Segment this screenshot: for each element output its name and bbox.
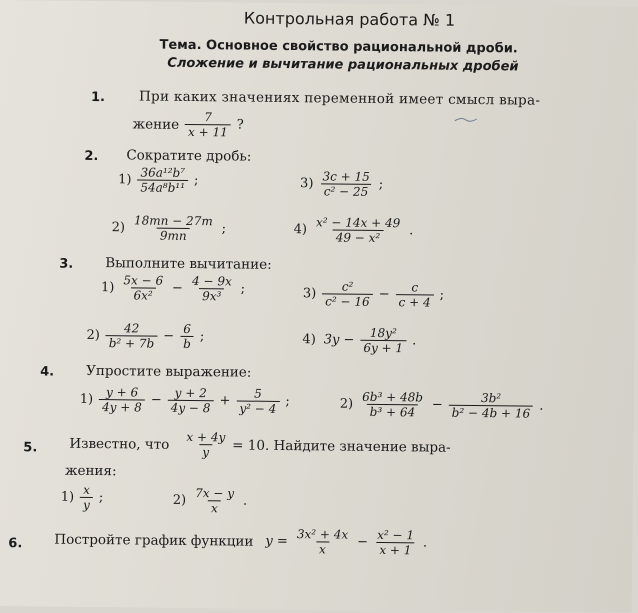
task-2-text: Сократите дробь:: [126, 147, 252, 165]
denominator: c² − 25: [321, 183, 372, 199]
expression-prefix: y =: [265, 533, 288, 550]
denominator: c² − 16: [322, 293, 373, 309]
task-3-item-2: [86, 321, 208, 351]
denominator: 9x³: [199, 288, 224, 303]
operator: −: [378, 286, 390, 303]
operator: −: [171, 280, 184, 296]
denominator: 9mn: [157, 228, 190, 243]
numerator: x² − 14x + 49: [315, 215, 401, 231]
item-label: 2): [339, 396, 354, 412]
task-2-item-4: [293, 215, 417, 245]
denominator: 49 − x²: [333, 229, 384, 245]
denominator: y: [80, 497, 93, 512]
item-label: 4): [302, 332, 316, 348]
fraction: [120, 273, 166, 302]
numerator: 18mn − 27m: [133, 213, 213, 229]
task-6-line: [54, 525, 431, 558]
denominator: 4y − 8: [168, 400, 214, 415]
operator: −: [431, 397, 443, 413]
task-4-text: Упростите выражение:: [86, 362, 252, 381]
fraction: [322, 279, 373, 309]
task-6-text: Постройте график функции: [54, 531, 254, 550]
task-5-item-1: [61, 483, 108, 512]
numerator: y + 6: [105, 385, 139, 400]
punctuation: ;: [221, 221, 227, 237]
task-3-item-1: [101, 273, 249, 304]
task-4-item-2: [340, 390, 548, 421]
task-1-text: При каких значениях переменной имеет смысл выра-: [138, 88, 541, 109]
task-3-item-4: [302, 325, 420, 355]
numerator: 36a¹²b⁷: [140, 165, 186, 180]
numerator: x + 4y: [186, 429, 226, 445]
denominator: b² + 7b: [106, 335, 158, 351]
task-4-number: 4.: [40, 364, 55, 380]
punctuation: .: [539, 398, 544, 414]
punctuation: .: [242, 493, 248, 509]
task-3-item-3: [303, 279, 448, 310]
punctuation: ;: [240, 281, 246, 297]
numerator: 3c + 15: [322, 169, 370, 184]
task-3-number: 3.: [59, 256, 74, 272]
denominator: 4y + 8: [99, 399, 145, 414]
item-label: 2): [172, 492, 187, 508]
item-label: 1): [60, 489, 75, 505]
numerator: 5x − 6: [123, 273, 164, 288]
numerator: c: [411, 280, 419, 295]
denominator: c + 4: [396, 294, 434, 309]
denominator: y² − 4: [236, 400, 279, 415]
topic-line-1: Тема. Основное свойство рациональной дроби.: [159, 37, 518, 57]
punctuation: .: [409, 223, 414, 239]
numerator: 5: [254, 386, 262, 401]
task-3-text: Выполните вычитание:: [105, 255, 272, 273]
fraction: [294, 527, 352, 557]
task-2-item-2: [111, 213, 230, 243]
fraction: [168, 386, 214, 415]
denominator: b² − 4b + 16: [449, 405, 534, 421]
denominator: x + 1: [376, 542, 414, 557]
numerator: 7x − y: [195, 486, 235, 501]
punctuation: ;: [285, 394, 290, 410]
fraction: [185, 110, 231, 139]
task-5-item-2: [173, 486, 252, 516]
operator: −: [150, 392, 162, 408]
item-label: 3): [300, 176, 314, 192]
task-4-item-1: [80, 385, 294, 416]
task-2-number: 2.: [84, 148, 99, 165]
punctuation: ;: [193, 173, 199, 189]
fraction: [106, 321, 158, 351]
pen-mark: [454, 115, 478, 125]
numerator: 42: [123, 321, 140, 336]
item-label: 1): [118, 172, 132, 188]
fraction: [189, 274, 235, 303]
fraction: [137, 165, 188, 195]
fraction: [449, 391, 534, 421]
fraction: [396, 280, 434, 309]
numerator: x: [83, 482, 91, 497]
denominator: 54a⁸b¹¹: [137, 179, 188, 195]
task-6-number: 6.: [8, 536, 23, 552]
numerator: x² − 1: [377, 527, 415, 543]
punctuation: ;: [439, 287, 445, 303]
operator: −: [357, 534, 369, 550]
operator: −: [163, 328, 175, 344]
denominator: 6y + 1: [360, 340, 406, 355]
task-2-item-3: [300, 169, 387, 199]
task-2-item-1: [118, 165, 203, 195]
question-mark: ?: [236, 117, 244, 133]
item-label: 4): [293, 222, 308, 238]
fraction: [180, 322, 194, 351]
fraction: [313, 215, 404, 245]
page-title: Контрольная работа № 1: [243, 8, 456, 30]
fraction: [80, 483, 93, 512]
task-5-number: 5.: [23, 440, 38, 456]
fraction: [319, 169, 373, 199]
item-label: 2): [86, 327, 100, 344]
numerator: 7: [204, 110, 212, 125]
denominator: x: [316, 541, 329, 556]
numerator: y + 2: [174, 385, 207, 401]
item-label: 2): [111, 220, 126, 236]
task-5-text-2: = 10. Найдите значение выра-: [232, 436, 451, 456]
denominator: y: [199, 444, 212, 459]
numerator: 4 − 9x: [191, 274, 232, 289]
numerator: 6b³ + 48b: [362, 389, 424, 405]
item-label: 1): [100, 280, 115, 296]
punctuation: ;: [98, 490, 104, 506]
numerator: 6: [183, 321, 192, 337]
punctuation: ;: [378, 176, 384, 193]
fraction: [360, 326, 406, 355]
fraction: [99, 385, 145, 414]
task-5-line: [69, 429, 451, 462]
task-1-expression: [133, 109, 248, 139]
task-1-number: 1.: [90, 89, 106, 106]
fraction: [374, 528, 417, 557]
expression-prefix: 3y −: [323, 332, 355, 348]
fraction: [183, 430, 228, 459]
fraction: [131, 213, 216, 243]
numerator: 3b²: [480, 391, 502, 406]
punctuation: ;: [199, 329, 205, 345]
task-5-text-cont: жения:: [64, 462, 117, 480]
task-5-text-1: Известно, что: [69, 435, 170, 453]
item-label: 1): [79, 391, 94, 407]
denominator: b: [180, 336, 194, 351]
punctuation: .: [412, 333, 417, 349]
task-1-text-cont: жение: [132, 115, 180, 133]
fraction: [236, 386, 279, 415]
denominator: 6x²: [130, 287, 155, 302]
punctuation: .: [422, 535, 428, 551]
topic-line-2: Сложение и вычитание рациональных дробей: [167, 55, 519, 75]
fraction: [192, 486, 237, 515]
operator: +: [219, 393, 231, 409]
fraction: [359, 390, 426, 420]
denominator: x + 11: [185, 124, 231, 139]
denominator: b³ + 64: [367, 404, 419, 420]
denominator: x: [208, 500, 221, 515]
item-label: 3): [302, 286, 317, 302]
numerator: 3x² + 4x: [296, 527, 349, 542]
numerator: 18y²: [369, 325, 397, 341]
numerator: c²: [341, 279, 354, 294]
